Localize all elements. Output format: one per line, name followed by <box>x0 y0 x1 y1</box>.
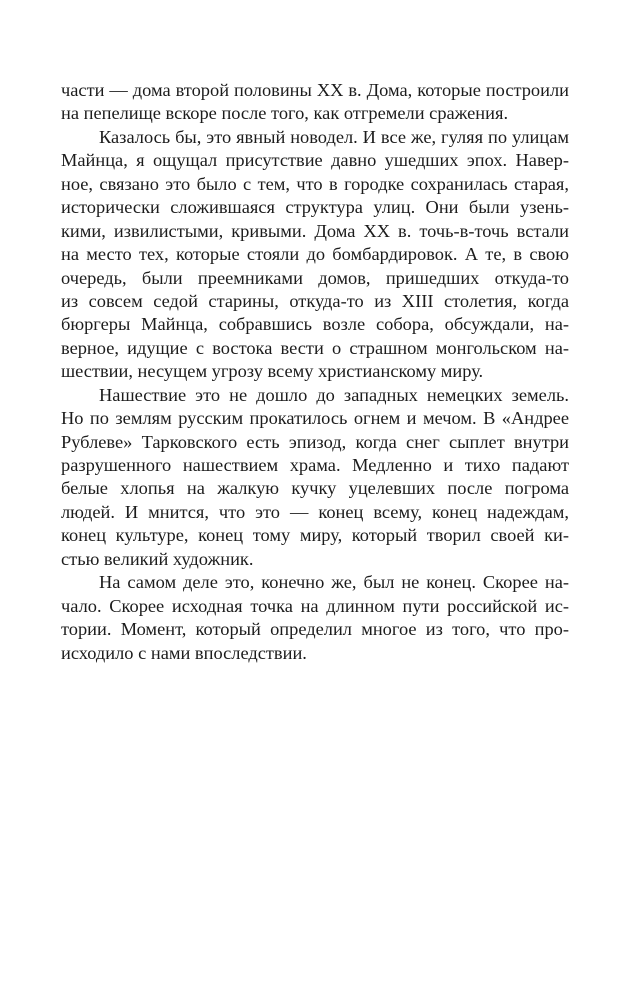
body-text <box>61 79 569 665</box>
text-line: На самом деле это, конечно же, был не конец. Скорее на- <box>99 572 569 593</box>
text-line: конец культуре, конец тому миру, который творил своей ки- <box>61 525 569 546</box>
text-line: Майнца, я ощущал присутствие давно ушедших эпох. Навер- <box>61 150 569 171</box>
text-line: верное, идущие с востока вести о страшном монгольском на- <box>61 337 569 358</box>
text-line: на пепелище вскоре после того, как отгремели сражения. <box>61 103 509 124</box>
text-line: Казалось бы, это явный новодел. И все же, гуляя по улицам <box>99 126 569 147</box>
text-line: очередь, были преемниками домов, пришедших откуда-то <box>61 267 569 288</box>
paragraph-invasion <box>61 384 569 572</box>
text-line: людей. И мнится, что это — конец всему, конец надеждам, <box>61 501 569 522</box>
text-line: бюргеры Майнца, собравшись возле собора, обсуждали, на- <box>61 314 569 335</box>
text-line: чало. Скорее исходная точка на длинном пути российской ис- <box>61 595 569 616</box>
paragraph-continuation <box>61 79 569 126</box>
text-line: на место тех, которые стояли до бомбардировок. А те, в свою <box>61 244 569 265</box>
text-line: Рублеве» Тарковского есть эпизод, когда снег сыплет внутри <box>61 431 569 452</box>
text-line: исходило с нами впоследствии. <box>61 642 307 663</box>
text-line: тории. Момент, который определил многое из того, что про- <box>61 619 569 640</box>
text-line: шествии, несущем угрозу всему христианскому миру. <box>61 361 484 382</box>
text-line: Но по землям русским прокатилось огнем и мечом. В «Андрее <box>61 408 569 429</box>
text-line: ное, связано это было с тем, что в городке сохранилась старая, <box>61 173 569 194</box>
text-line: стью великий художник. <box>61 548 254 569</box>
text-line: белые хлопья на жалкую кучку уцелевших после погрома <box>61 478 569 499</box>
text-line: части — дома второй половины XX в. Дома, которые построили <box>61 80 569 100</box>
text-line: из совсем седой старины, откуда-то из XIII столетия, когда <box>61 290 569 311</box>
text-line: Нашествие это не дошло до западных немецких земель. <box>99 384 569 405</box>
text-line: кими, извилистыми, кривыми. Дома XX в. точь-в-точь встали <box>61 220 569 241</box>
text-line: исторически сложившаяся структура улиц. Они были узень- <box>61 197 569 218</box>
text-line: разрушенного нашествием храма. Медленно и тихо падают <box>61 455 569 475</box>
paragraph-beginning <box>61 571 569 665</box>
paragraph-mainz <box>61 126 569 384</box>
